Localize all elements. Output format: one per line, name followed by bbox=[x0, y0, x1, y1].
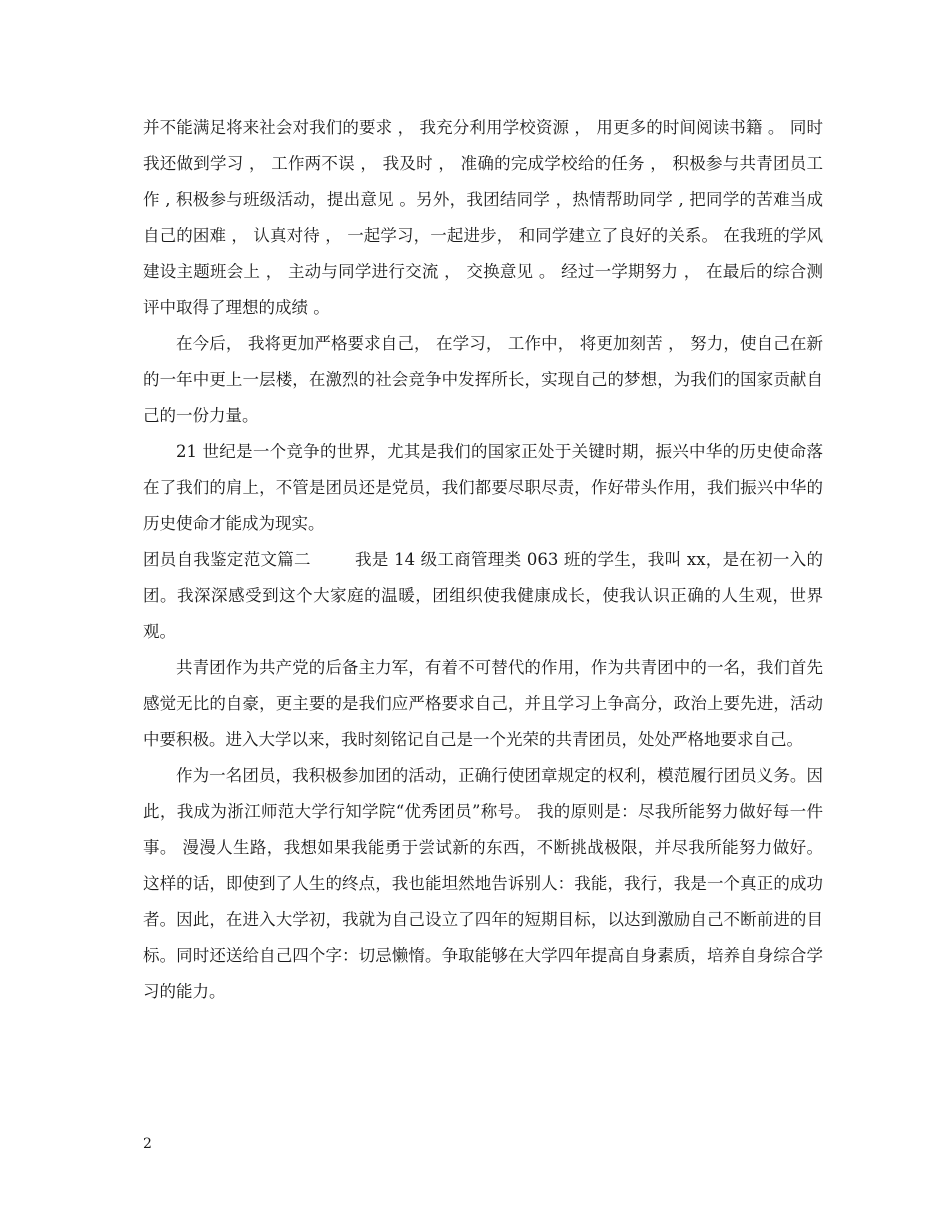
paragraph-2: 在今后， 我将更加严格要求自己， 在学习， 工作中， 将更加刻苦 ， 努力，使自己在新的一年中更上一层楼，在激烈的社会竞争中发挥所长，实现自己的梦想，为我们的国家贡献自己的一份力量。 bbox=[143, 334, 823, 425]
document-body bbox=[143, 110, 823, 1010]
paragraph-4-section-heading: 团员自我鉴定范文篇二 我是 14 级工商管理类 063 班的学生，我叫 xx，是在初一入的团。我深深感受到这个大家庭的温暖，团组织使我健康成长，使我认识正确的人生观，世界观。 bbox=[143, 550, 823, 641]
paragraph-3: 21 世纪是一个竞争的世界，尤其是我们的国家正处于关键时期，振兴中华的历史使命落在了我们的肩上，不管是团员还是党员，我们都要尽职尽责，作好带头作用，我们振兴中华的历史使命才能成为现实。 bbox=[143, 442, 823, 533]
paragraph-6: 作为一名团员，我积极参加团的活动，正确行使团章规定的权利，模范履行团员义务。因此，我成为浙江师范大学行知学院“优秀团员”称号。 我的原则是：尽我所能努力做好每一件事。 漫漫人生路，我想如果我能勇于尝试新的东西，不断挑战极限，并尽我所能努力做好。这样的话，即使到了人生的终点，我也能坦然地告诉别人：我能，我行，我是一个真正的成功者。因此，在进入大学初，我就为自己设立了四年的短期目标，以达到激励自己不断前进的目标。同时还送给自己四个字：切忌懒惰。争取能够在大学四年提高自身素质，培养自身综合学习的能力。 bbox=[143, 766, 823, 1001]
paragraph-1: 并不能满足将来社会对我们的要求 ， 我充分利用学校资源 ， 用更多的时间阅读书籍 。 同时我还做到学习 ， 工作两不误 ， 我及时 ， 准确的完成学校给的任务 ， 积极参与共青团员工作 , 积极参与班级活动，提出意见 。另外，我团结同学 ，热情帮助同学 , 把同学的苦难当成自己的困难 ， 认真对待 ， 一起学习，一起进步， 和同学建立了良好的关系。 在我班的学风建设主题班会上 ， 主动与同学进行交流 ， 交换意见 。 经过一学期努力 ， 在最后的综合测评中取得了理想的成绩 。 bbox=[143, 118, 823, 317]
paragraph-5: 共青团作为共产党的后备主力军，有着不可替代的作用，作为共青团中的一名，我们首先感觉无比的自豪，更主要的是我们应严格要求自己，并且学习上争高分，政治上要先进，活动中要积极。进入大学以来，我时刻铭记自己是一个光荣的共青团员，处处严格地要求自己。 bbox=[143, 658, 823, 749]
page-number: 2 bbox=[143, 1136, 152, 1152]
